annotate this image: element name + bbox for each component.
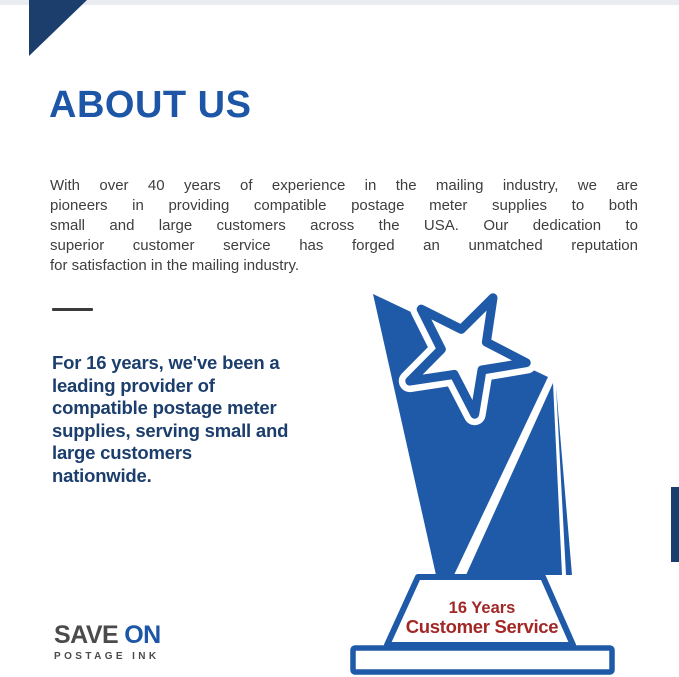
logo-name-on: ON xyxy=(124,621,161,649)
logo-name-save: SAVE xyxy=(54,621,119,649)
highlight-line: leading provider of xyxy=(52,374,215,396)
brand-logo xyxy=(54,621,161,662)
highlight-line: large customers xyxy=(52,442,192,464)
intro-paragraph xyxy=(50,176,638,276)
trophy-plinth-bar xyxy=(353,648,612,672)
page-title: ABOUT US xyxy=(49,84,252,126)
intro-line: superior customer service has forged an unmatched reputation xyxy=(50,237,638,254)
divider-dash xyxy=(52,308,93,311)
logo-tagline: POSTAGE INK xyxy=(54,651,160,662)
trophy-illustration xyxy=(340,280,679,677)
highlight-line: For 16 years, we've been a xyxy=(52,352,280,373)
highlight-paragraph xyxy=(52,352,362,488)
intro-line: pioneers in providing compatible postage meter supplies to both xyxy=(50,197,638,214)
highlight-line: nationwide. xyxy=(52,464,152,486)
trophy-label-line1: 16 Years xyxy=(448,599,516,617)
trophy-label-line2: Customer Service xyxy=(405,616,559,637)
intro-line: small and large customers across the USA. Our dedication to xyxy=(50,217,638,234)
top-strip xyxy=(0,0,679,5)
logo-name xyxy=(54,621,161,649)
intro-line: With over 40 years of experience in the mailing industry, we are xyxy=(50,177,638,194)
highlight-line: compatible postage meter xyxy=(52,397,277,419)
corner-triangle-decoration xyxy=(29,0,87,56)
intro-line: for satisfaction in the mailing industry. xyxy=(50,257,300,274)
highlight-line: supplies, serving small and xyxy=(52,419,289,441)
